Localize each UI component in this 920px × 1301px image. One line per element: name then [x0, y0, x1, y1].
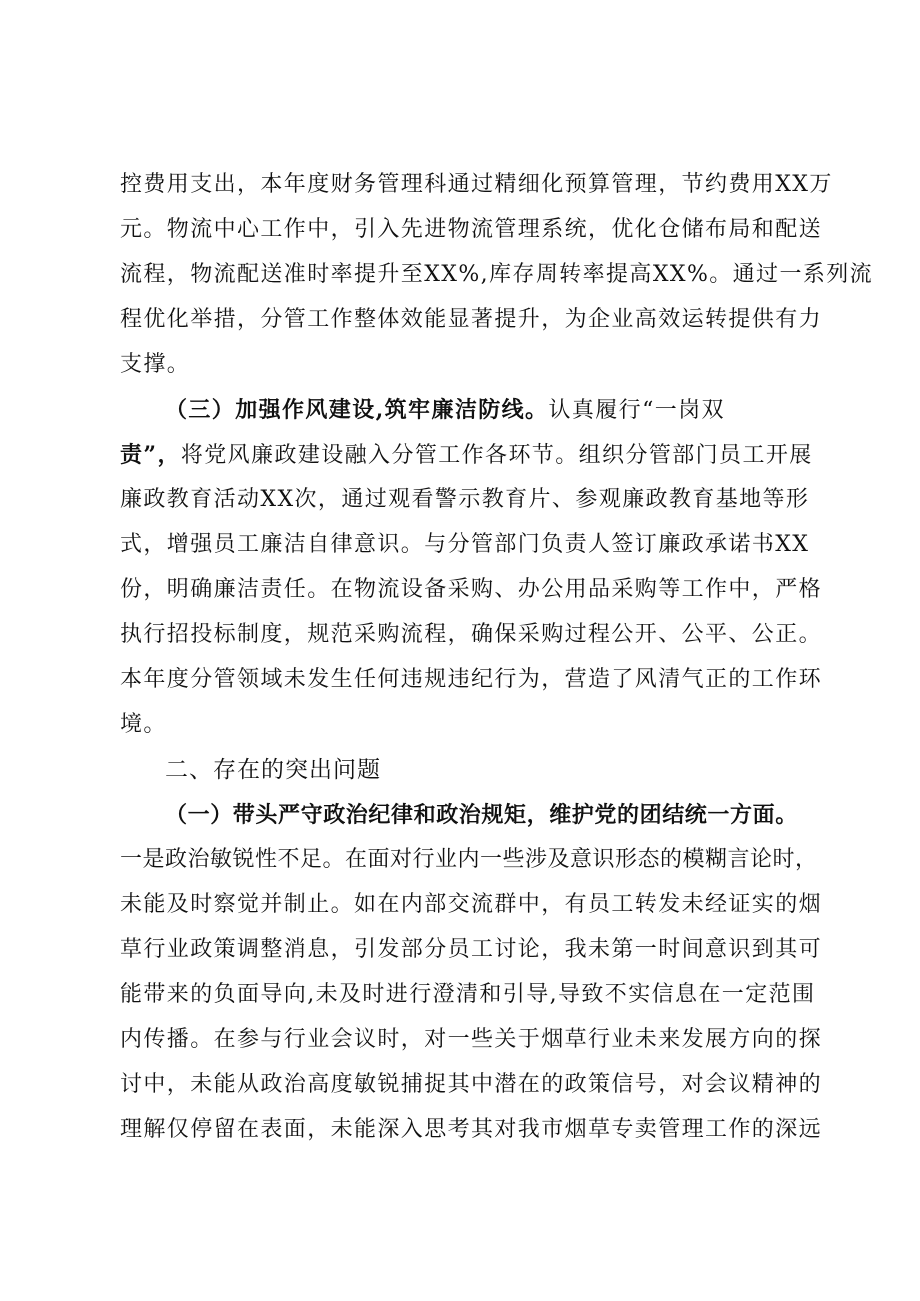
- paragraph-2-line-2-rest: 将党风廉政建设融入分管工作各环节。组织分管部门员工开展: [180, 443, 813, 468]
- paragraph-3-line-6: 讨中，未能从政治高度敏锐捕捉其中潜在的政策信号，对会议精神的: [120, 1072, 823, 1097]
- section-heading: 二、存在的突出问题: [165, 757, 381, 783]
- paragraph-2-line-2-bold: 责”，: [120, 442, 181, 468]
- paragraph-1-line-2: 元。物流中心工作中，引入先进物流管理系统，优化仓储布局和配送: [120, 217, 823, 242]
- paragraph-2-line-2: [120, 440, 813, 471]
- paragraph-2-line-6: 执行招投标制度，规范采购流程，确保采购过程公开、公平、公正。: [120, 622, 823, 647]
- paragraph-1-line-5: 支撑。: [120, 352, 191, 377]
- paragraph-3-line-5: 内传播。在参与行业会议时，对一些关于烟草行业未来发展方向的探: [120, 1027, 823, 1052]
- paragraph-2-line-7: 本年度分管领域未发生任何违规违纪行为，营造了风清气正的工作环: [120, 667, 823, 692]
- paragraph-2-line-1-rest: 认真履行“一岗双: [548, 398, 725, 423]
- paragraph-3-line-1: 一是政治敏锐性不足。在面对行业内一些涉及意识形态的模糊言论时，: [120, 847, 818, 872]
- paragraph-1-line-1: 控费用支出，本年度财务管理科通过精细化预算管理，节约费用XX万: [120, 172, 833, 197]
- paragraph-2-line-8: 境。: [120, 712, 167, 737]
- paragraph-3-line-2: 未能及时察觉并制止。如在内部交流群中，有员工转发未经证实的烟: [120, 892, 823, 917]
- paragraph-3-line-4: 能带来的负面导向,未及时进行澄清和引导,导致不实信息在一定范围: [120, 982, 816, 1007]
- paragraph-2-line-1: [165, 395, 810, 426]
- paragraph-3-heading: （一）带头严守政治纪律和政治规矩，维护党的团结统一方面。: [165, 802, 798, 828]
- paragraph-2-heading: （三）加强作风建设,筑牢廉洁防线。: [165, 397, 549, 423]
- paragraph-2-line-5: 份，明确廉洁责任。在物流设备采购、办公用品采购等工作中，严格: [120, 577, 823, 602]
- paragraph-1-line-3: 流程，物流配送准时率提升至XX%,库存周转率提高XX%。通过一系列流: [120, 262, 874, 287]
- paragraph-2-line-3: 廉政教育活动XX次，通过观看警示教育片、参观廉政教育基地等形: [120, 487, 810, 512]
- paragraph-3-line-3: 草行业政策调整消息，引发部分员工讨论，我未第一时间意识到其可: [120, 937, 823, 962]
- paragraph-2-line-4: 式，增强员工廉洁自律意识。与分管部门负责人签订廉政承诺书XX: [120, 532, 810, 557]
- paragraph-1-line-4: 程优化举措，分管工作整体效能显著提升，为企业高效运转提供有力: [120, 307, 823, 332]
- paragraph-3-line-7: 理解仅停留在表面，未能深入思考其对我市烟草专卖管理工作的深远: [120, 1117, 823, 1142]
